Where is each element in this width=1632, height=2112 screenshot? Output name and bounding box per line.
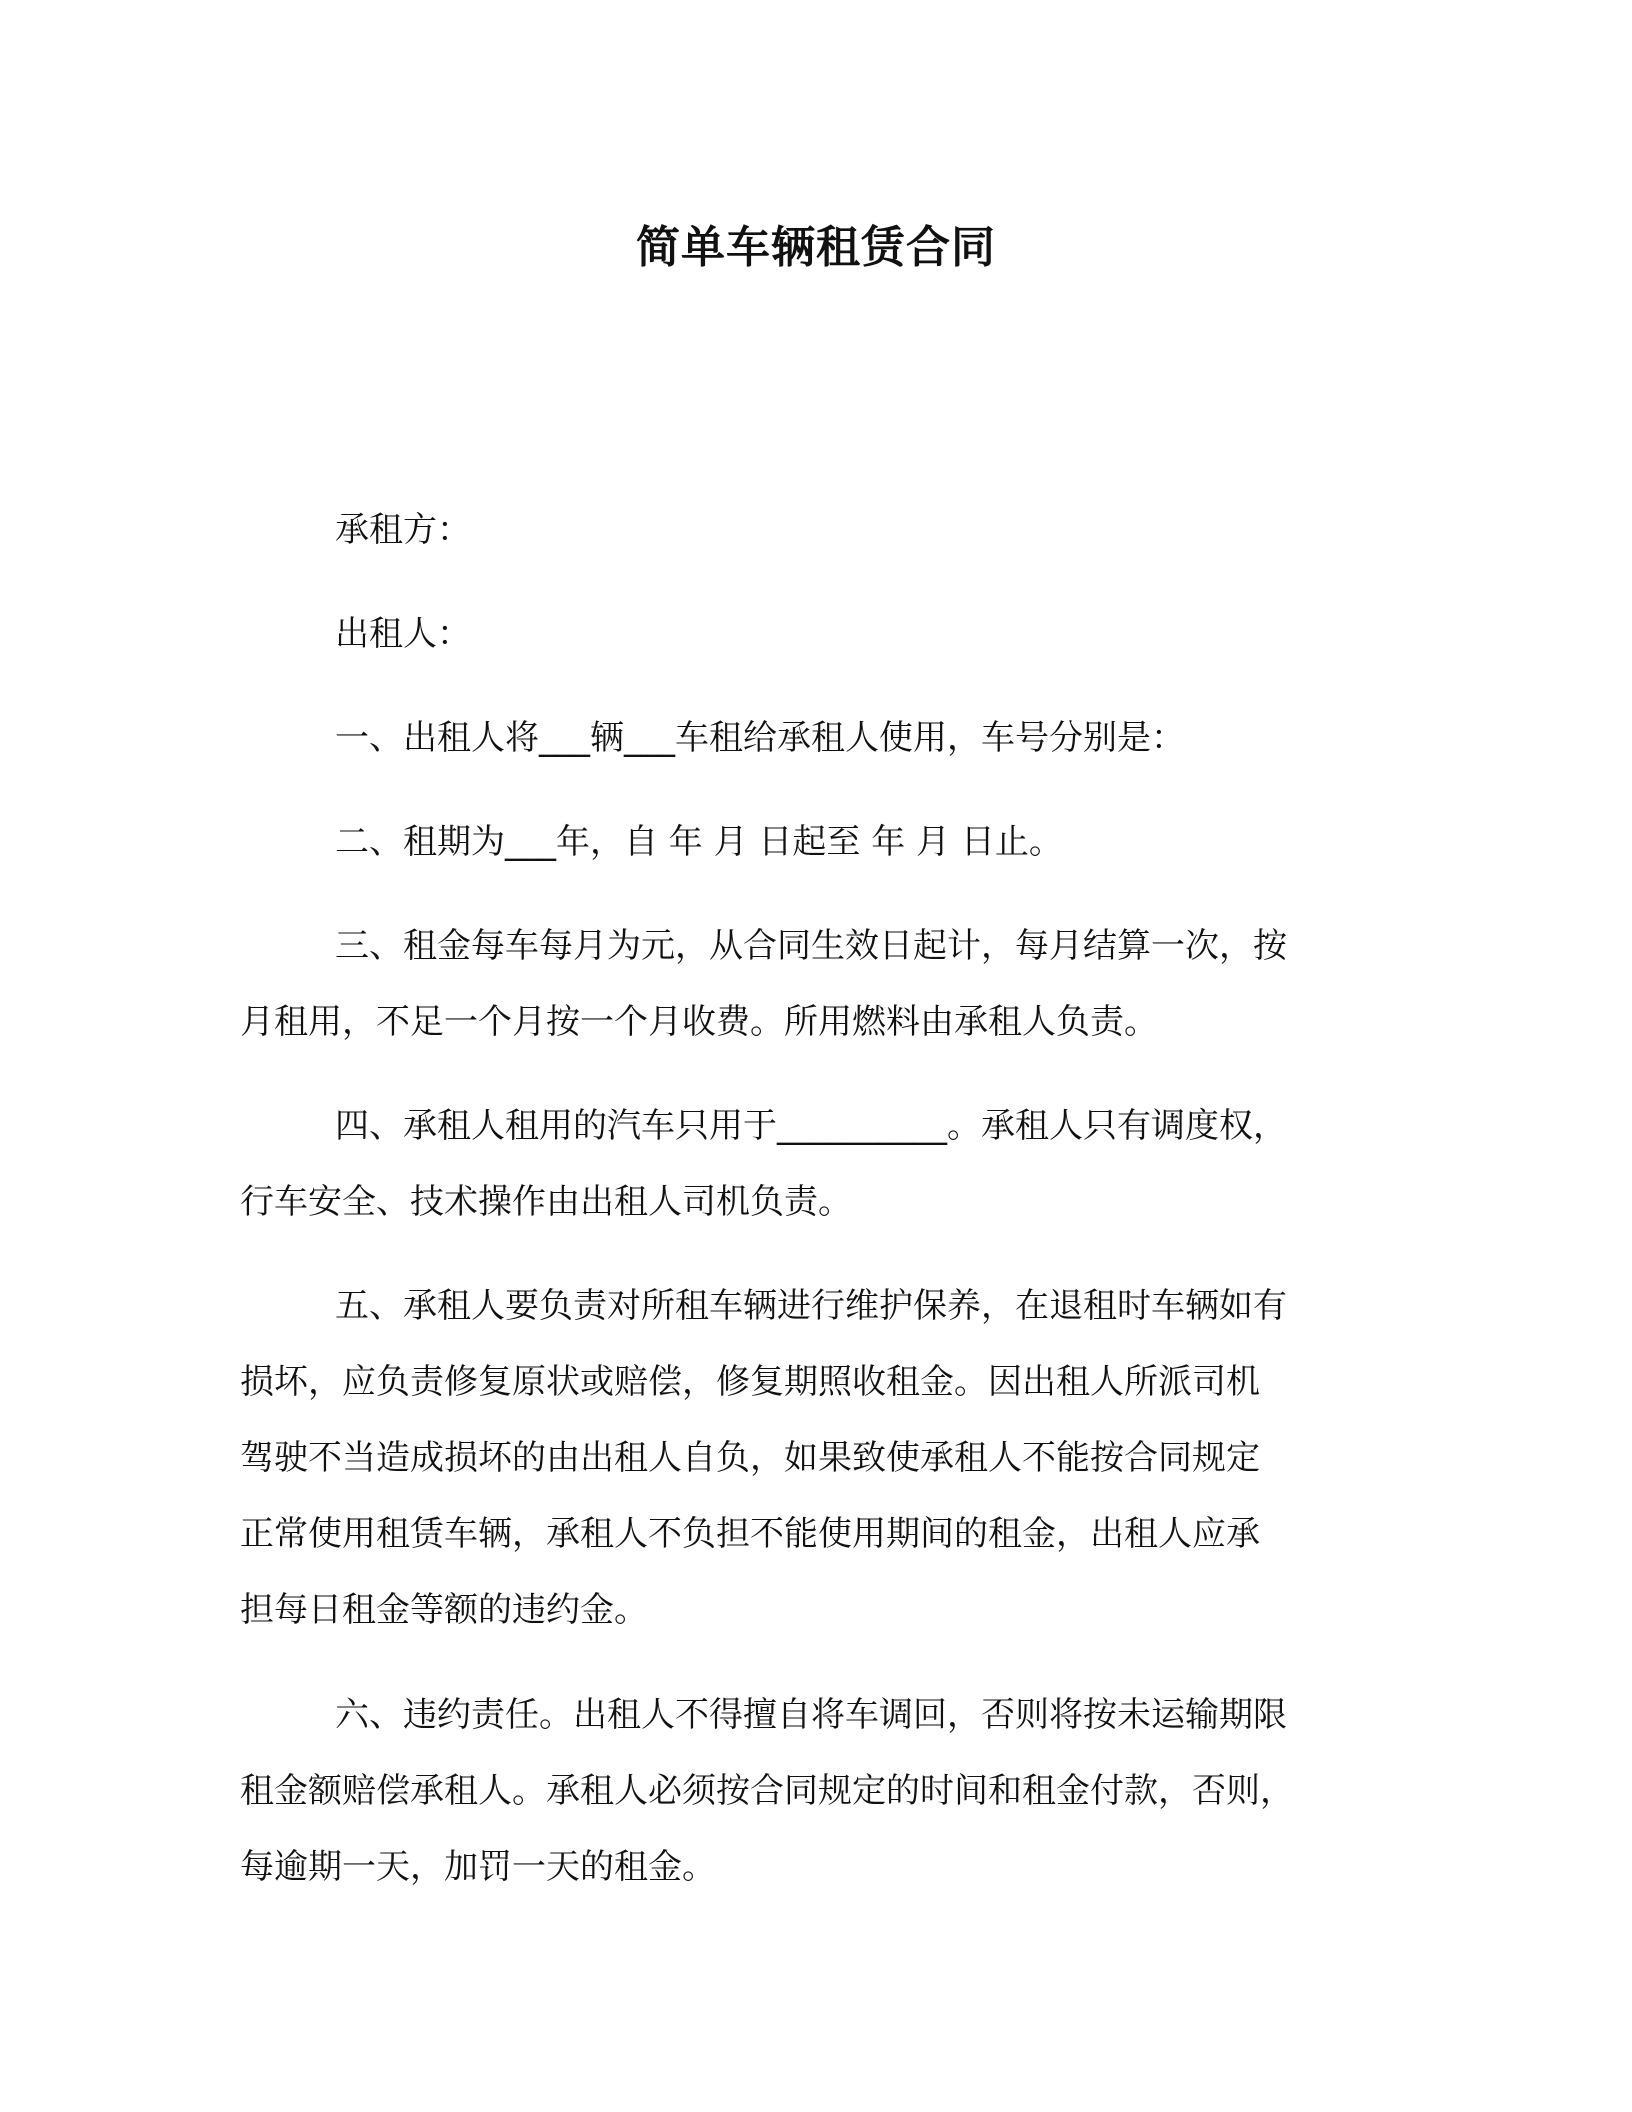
- clause-2-line-1: 二、租期为___年，自 年 月 日起至 年 月 日止。: [335, 822, 1063, 862]
- clause-5-line-2: 损坏，应负责修复原状或赔偿，修复期照收租金。因出租人所派司机: [240, 1362, 1260, 1402]
- lessor-line: 出租人：: [335, 614, 471, 654]
- paragraph-spacer: [240, 1060, 1380, 1088]
- paragraph-spacer: [240, 776, 1380, 804]
- clause-5-line-1: 五、承租人要负责对所租车辆进行维护保养，在退租时车辆如有: [335, 1286, 1287, 1326]
- paragraph-spacer: [240, 568, 1380, 596]
- clause-4-line-1: 四、承租人租用的汽车只用于__________。承租人只有调度权，: [335, 1106, 1287, 1146]
- paragraph-spacer: [240, 1240, 1380, 1268]
- clause-1-line-1: 一、出租人将___辆___车租给承租人使用，车号分别是：: [335, 718, 1185, 758]
- clause-3-line-1: 三、租金每车每月为元，从合同生效日起计，每月结算一次，按: [335, 926, 1287, 966]
- clause-6-line-2: 租金额赔偿承租人。承租人必须按合同规定的时间和租金付款，否则，: [240, 1771, 1294, 1811]
- clause-5-line-5: 担每日租金等额的违约金。: [240, 1590, 648, 1630]
- clause-3-line-2: 月租用，不足一个月按一个月收费。所用燃料由承租人负责。: [240, 1002, 1158, 1042]
- paragraph-spacer: [240, 880, 1380, 908]
- paragraph-spacer: [240, 672, 1380, 700]
- lessee-line: 承租方：: [335, 510, 471, 550]
- clause-6-line-1: 六、违约责任。出租人不得擅自将车调回，否则将按未运输期限: [335, 1695, 1287, 1735]
- clause-6-line-3: 每逾期一天，加罚一天的租金。: [240, 1847, 716, 1887]
- document-body: [240, 492, 1380, 1905]
- paragraph-spacer: [240, 1648, 1380, 1677]
- clause-4-line-2: 行车安全、技术操作由出租人司机负责。: [240, 1182, 852, 1222]
- document-title: 简单车辆租赁合同: [636, 222, 996, 273]
- clause-5-line-3: 驾驶不当造成损坏的由出租人自负，如果致使承租人不能按合同规定: [240, 1438, 1260, 1478]
- clause-5-line-4: 正常使用租赁车辆，承租人不负担不能使用期间的租金，出租人应承: [240, 1514, 1260, 1554]
